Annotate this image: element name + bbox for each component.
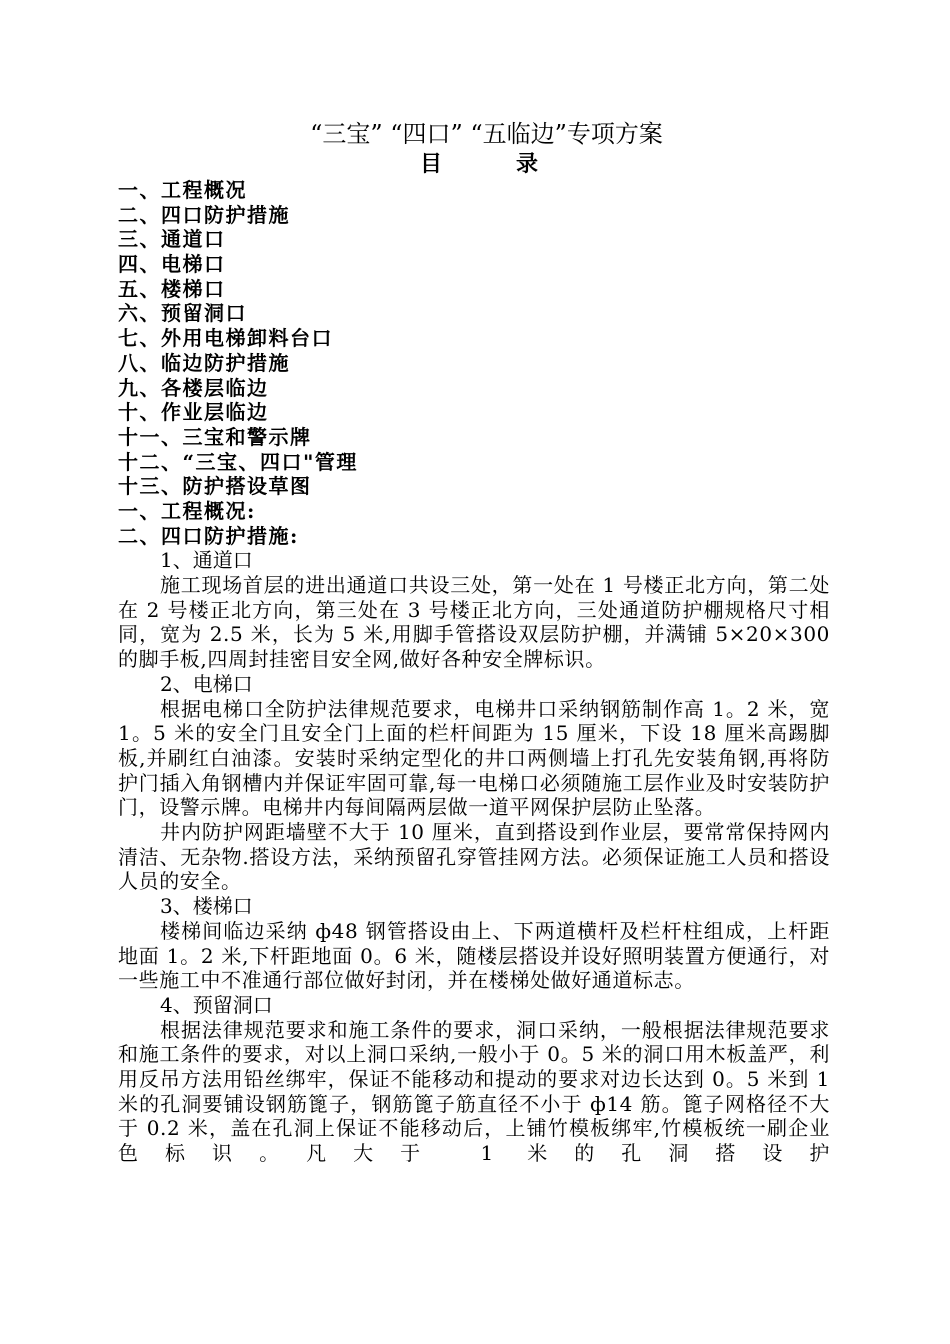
section-heading-overview: 一、工程概况:	[118, 498, 256, 523]
paragraph: 井内防护网距墙壁不大于 10 厘米，直到搭设到作业层，要常常保持网内清洁、无杂物.搭设方法，采纳预留孔穿管挂网方法。必须保证施工人员和搭设人员的安全。	[118, 820, 830, 894]
toc-item: 十一、三宝和警示牌	[118, 424, 312, 449]
toc-item: 八、临边防护措施	[118, 350, 290, 375]
subsection-heading-passage: 1、通道口	[160, 548, 253, 573]
paragraph: 根据电梯口全防护法律规范要求，电梯井口采纳钢筋制作高 1。2 米，宽 1。5 米的安全门且安全门上面的栏杆间距为 15 厘米，下设 18 厘米高踢脚板,并刷红白油漆。安装时采纳定型化的井口两侧墙上打孔先安装角钢,再将防护门插入角钢槽内并保证牢固可靠,每一电梯口必须随施工层作业及时安装防护门，设警示牌。电梯井内每间隔两层做一道平网保护层防止坠落。	[118, 696, 830, 820]
paragraph: 施工现场首层的进出通道口共设三处，第一处在 1 号楼正北方向，第二处在 2 号楼正北方向，第三处在 3 号楼正北方向，三处通道防护棚规格尺寸相同，宽为 2.5 米，长为 5 米,用脚手管搭设双层防护棚，并满铺 5×20×300 的脚手板,四周封挂密目安全网,做好各种安全牌标识。	[118, 573, 830, 672]
document-title: “三宝” “四口” “五临边”专项方案	[310, 120, 663, 148]
section-heading-four-openings: 二、四口防护措施:	[118, 523, 299, 548]
document-page	[118, 118, 830, 1166]
toc-item: 九、各楼层临边	[118, 375, 269, 400]
table-of-contents	[118, 178, 830, 499]
subsection-heading-reserved-holes: 4、预留洞口	[160, 992, 273, 1017]
toc-item: 十二、“三宝、四口"管理	[118, 449, 358, 474]
toc-item: 五、楼梯口	[118, 276, 226, 301]
subsection-heading-elevator: 2、电梯口	[160, 671, 253, 696]
toc-item: 十、作业层临边	[118, 400, 269, 425]
toc-item: 七、外用电梯卸料台口	[118, 326, 333, 351]
toc-item: 十三、防护搭设草图	[118, 474, 312, 499]
toc-heading	[128, 150, 830, 178]
toc-item: 二、四口防护措施	[118, 202, 290, 227]
subsection-heading-stairs: 3、楼梯口	[160, 894, 253, 919]
toc-heading-left: 目	[419, 151, 442, 177]
toc-item: 四、电梯口	[118, 252, 226, 277]
toc-heading-right: 录	[516, 151, 539, 177]
toc-item: 三、通道口	[118, 227, 226, 252]
toc-item: 一、工程概况	[118, 178, 247, 202]
paragraph: 根据法律规范要求和施工条件的要求，洞口采纳，一般根据法律规范要求和施工条件的要求，对以上洞口采纳,一般小于 0。5 米的洞口用木板盖严，利用反吊方法用铅丝绑牢，保证不能移动和提动的要求对边长达到 0。5 米到 1 米的孔洞要铺设钢筋篦子，钢筋篦子筋直径不小于 ф14 筋。篦子网格径不大于 0.2 米，盖在孔洞上保证不能移动后，上铺竹模板绑牢,竹模板统一刷企业色标识。凡大于 1 米的孔洞搭设护	[118, 1017, 830, 1166]
paragraph: 楼梯间临边采纳 ф48 钢管搭设由上、下两道横杆及栏杆柱组成，上杆距地面 1。2 米,下杆距地面 0。6 米，随楼层搭设并设好照明装置方便通行，对一些施工中不准通行部位做好封闭，并在楼梯处做好通道标志。	[118, 918, 830, 993]
toc-item: 六、预留洞口	[118, 301, 247, 326]
